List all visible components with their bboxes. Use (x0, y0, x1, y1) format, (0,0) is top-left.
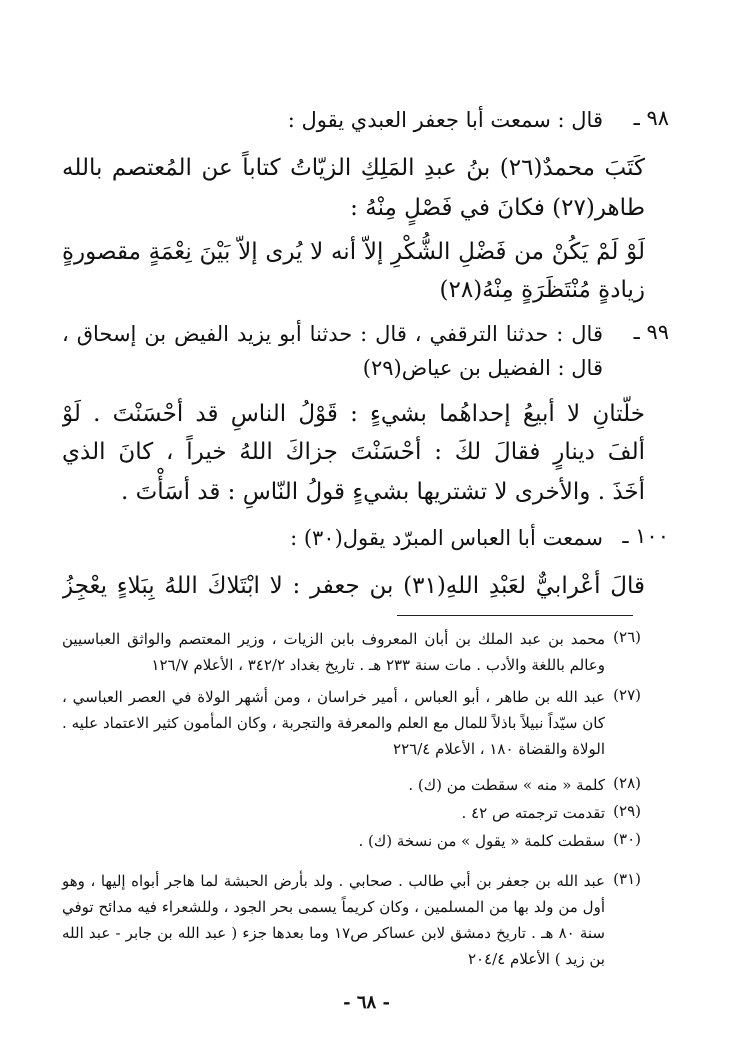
entry-number: ١٠٠ ـ (622, 524, 669, 548)
footnote-number: (٢٦) (613, 628, 641, 646)
footnote-text: عبد الله بن طاهر ، أبو العباس ، أمير خراسان ، ومن أشهر الولاة في العصر العباسي ، كان سيّداً نبيلاً باذلاً للمال مع العلم والمعرفة والتجربة ، وكان المأمون كثير الاعتماد عليه . الولاة والقضاة ١٨٠ ، الأعلام ٢٢٦/٤ (62, 688, 605, 758)
footnote-text: عبد الله بن جعفر بن أبي طالب . صحابي . ولد بأرض الحبشة لما هاجر أبواه إليها ، وهو أول من ولد بها من المسلمين ، وكان كريماً يسمى بحر الجود ، وللشعراء فيه مدائح توفي سنة ٨٠ هـ . تاريخ دمشق لابن عساكر ص١٧ وما بعدها جزء ( عبد الله بن جابر - عبد الله بن زيد ) الأعلام ٢٠٤/٤ (62, 872, 605, 968)
quote-line: طاهر(٢٧) فكانَ في فَصْلٍ مِنْهُ : (350, 195, 645, 221)
footnote-rule (397, 615, 633, 616)
entry-text: سمعت أبا العباس المبرّد يقول(٣٠) : (290, 526, 603, 550)
entry-text: قال : حدثنا الترقفي ، قال : حدثنا أبو يزيد الفيض بن إسحاق ، (62, 322, 603, 346)
quote-line: كَتَبَ محمدٌ(٢٦) بنُ عبدِ المَلِكِ الزيّاتُ كتاباً عن المُعتصم بالله (62, 155, 645, 181)
footnote-number: (٢٧) (613, 686, 641, 704)
quote-line: لَوْ لَمْ يَكُنْ من فَضْلِ الشُّكْرِ إلاّ أنه لا يُرى إلاّ بَيْنَ نِعْمَةٍ مقصورةٍ (62, 239, 645, 265)
footnote-text: سقطت كلمة « يقول » من نسخة (ك) . (358, 832, 605, 850)
page-number: - ٦٨ - (343, 992, 390, 1013)
footnote-text: تقدمت ترجمته ص ٤٢ . (461, 804, 605, 822)
entry-number: ٩٩ ـ (633, 320, 669, 344)
quote-line: أخَذَ . والأخرى لا تشتريها بشيءٍ قولُ النّاسِ : قد أسَأْتَ . (121, 479, 645, 505)
footnote-text: محمد بن عبد الملك بن أبان المعروف بابن الزيات ، وزير المعتصم والواثق العباسيين وعالم باللغة والأدب . مات سنة ٢٣٣ هـ . تاريخ بغداد ٣٤٢/٢ ، الأعلام ١٢٦/٧ (62, 630, 605, 674)
footnote-number: (٢٩) (613, 802, 641, 820)
entry-number: ٩٨ ـ (633, 106, 669, 130)
footnote-number: (٢٨) (613, 774, 641, 792)
quote-line: زيادةٍ مُنْتَظَرَةٍ مِنْهُ(٢٨) (439, 277, 645, 303)
entry-text: قال : الفضيل بن عياض(٢٩) (362, 356, 603, 380)
footnote-text: كلمة « منه » سقطت من (ك) . (408, 776, 605, 794)
quote-line: خلّتانِ لا أبيعُ إحداهُما بشيءٍ : قَوْلُ الناسِ قد أحْسَنْتَ . لَوْ (62, 401, 645, 427)
footnote-number: (٣٠) (613, 830, 641, 848)
quote-line: قالَ أعْرابيٌّ لعَبْدِ اللهِ(٣١) بن جعفر : لا ابْتَلاكَ اللهُ بِبَلاءٍ يعْجِزُ (62, 573, 645, 599)
footnote-number: (٣١) (613, 870, 641, 888)
entry-text: قال : سمعت أبا جعفر العبدي يقول : (287, 108, 603, 132)
quote-line: ألفَ دينارٍ فقالَ لكَ : أحْسَنْتَ جزاكَ اللهُ خيراً ، كانَ الذي (62, 439, 645, 465)
